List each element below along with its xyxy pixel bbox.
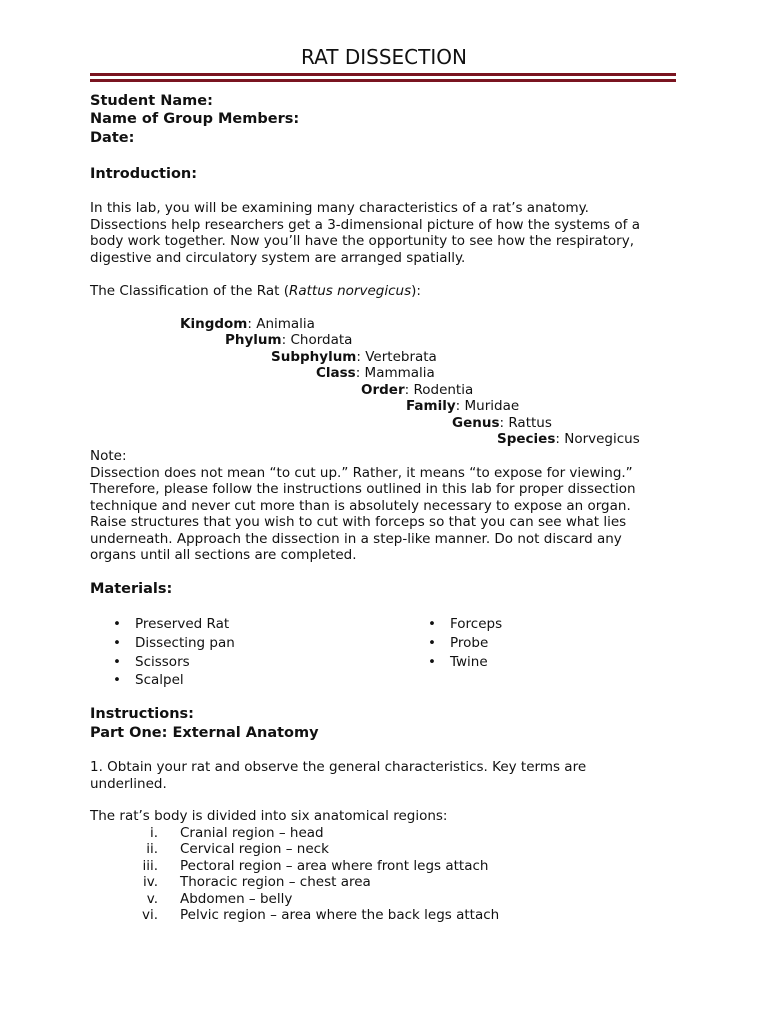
taxonomy-rank: Order [361,382,405,398]
step-one-paragraph [90,759,670,792]
note-line: Dissection does not mean “to cut up.” Rather, it means “to expose for viewing.” [90,464,633,481]
note-line: Raise structures that you wish to cut with forceps so that you can see what lies [90,514,627,530]
taxonomy-rank: Subphylum [271,349,357,365]
document-title: RAT DISSECTION [301,45,467,69]
note-line: technique and never cut more than is absolutely necessary to expose an organ. [90,497,631,514]
taxonomy-subphylum [271,349,437,365]
taxonomy-value: : Mammalia [355,365,435,381]
regions-intro: The rat’s body is divided into six anatomical regions: [90,808,448,824]
taxonomy-kingdom [180,316,315,332]
taxonomy-class [316,365,435,381]
date-label: Date: [90,130,135,146]
taxonomy-family [406,398,519,414]
region-number: ii. [146,841,158,857]
note-line: Therefore, please follow the instructions outlined in this lab for proper dissection [90,481,636,497]
bullet-icon: • [113,616,121,632]
step-line: underlined. [90,775,167,792]
bullet-icon: • [428,654,436,670]
bullet-icon: • [428,635,436,651]
note-line: organs until all sections are completed. [90,547,357,563]
group-members-label: Name of Group Members: [90,111,300,127]
material-label: Probe [450,635,489,651]
taxonomy-value: : Vertebrata [356,349,437,365]
material-label: Preserved Rat [135,616,230,632]
bullet-icon: • [113,654,121,670]
part-one-heading: Part One: External Anatomy [90,725,319,741]
taxonomy-species [497,431,640,447]
taxonomy-genus [452,415,552,431]
classification-prefix: The Classification of the Rat ( [90,283,289,299]
material-label: Scissors [135,654,190,670]
taxonomy-rank: Kingdom [180,316,248,332]
student-name-label: Student Name: [90,93,213,109]
region-text: Thoracic region – chest area [180,874,371,890]
taxonomy-rank: Family [406,398,456,414]
introduction-paragraph [90,200,670,266]
materials-heading: Materials: [90,581,173,597]
region-number: iii. [142,858,158,874]
region-text: Abdomen – belly [180,891,293,907]
taxonomy-rank: Class [316,365,356,381]
intro-line: Dissections help researchers get a 3-dimensional picture of how the systems of a [90,216,640,233]
intro-line: In this lab, you will be examining many characteristics of a rat’s anatomy. [90,200,589,216]
region-text: Pectoral region – area where front legs attach [180,858,489,874]
intro-line: digestive and circulatory system are arranged spatially. [90,249,466,266]
region-number: i. [149,825,158,841]
taxonomy-phylum [225,332,352,348]
classification-line [90,283,421,299]
note-line: underneath. Approach the dissection in a step-like manner. Do not discard any [90,530,622,547]
taxonomy-rank: Genus [452,415,500,431]
taxonomy-rank: Phylum [225,332,282,348]
region-text: Cranial region – head [180,825,324,841]
taxonomy-value: : Animalia [247,316,315,332]
taxonomy-value: : Rattus [499,415,552,431]
region-number: vi. [141,907,158,923]
region-number: iv. [143,874,158,890]
instructions-heading: Instructions: [90,706,194,722]
material-label: Dissecting pan [135,635,235,651]
title-rule-bottom [90,79,676,82]
bullet-icon: • [113,635,121,651]
title-rule-top [90,73,676,76]
material-label: Twine [450,654,488,670]
material-label: Scalpel [135,672,184,688]
region-text: Pelvic region – area where the back legs attach [180,907,500,923]
material-label: Forceps [450,616,503,632]
taxonomy-value: : Rodentia [404,382,474,398]
region-text: Cervical region – neck [180,841,329,857]
step-line: 1. Obtain your rat and observe the general characteristics. Key terms are [90,759,587,775]
intro-line: body work together. Now you’ll have the opportunity to see how the respiratory, [90,233,634,249]
taxonomy-value: : Chordata [281,332,353,348]
taxonomy-rank: Species [497,431,556,447]
introduction-heading: Introduction: [90,166,198,182]
taxonomy-value: : Muridae [455,398,520,414]
bullet-icon: • [113,672,121,688]
classification-species: Rattus norvegicus [288,283,412,299]
classification-suffix: ): [411,283,421,299]
note-label: Note: [90,448,127,464]
region-number: v. [146,891,158,907]
bullet-icon: • [428,616,436,632]
taxonomy-value: : Norvegicus [555,431,640,447]
taxonomy-order [361,382,473,398]
note-paragraph [90,448,670,564]
